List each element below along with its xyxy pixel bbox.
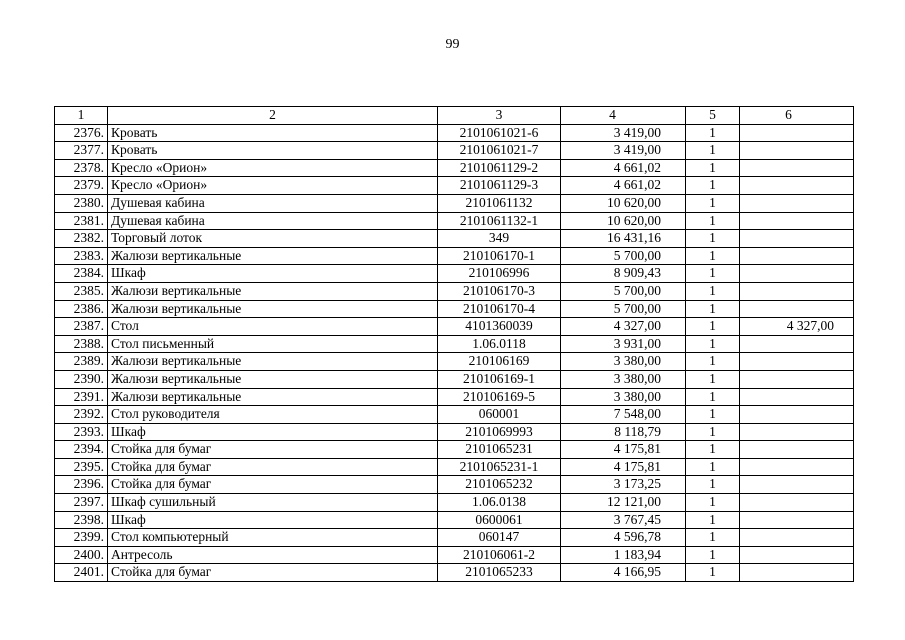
inventory-code-cell: 2101065231	[438, 441, 561, 459]
price-cell: 3 767,45	[561, 511, 686, 529]
quantity-cell: 1	[686, 212, 740, 230]
quantity-cell: 1	[686, 511, 740, 529]
inventory-code-cell: 349	[438, 230, 561, 248]
price-cell: 4 661,02	[561, 177, 686, 195]
price-cell: 3 419,00	[561, 124, 686, 142]
header-col-5: 5	[686, 107, 740, 125]
quantity-cell: 1	[686, 282, 740, 300]
total-cell	[740, 511, 854, 529]
item-name-cell: Стойка для бумаг	[108, 564, 438, 582]
row-number-cell: 2383.	[55, 247, 108, 265]
quantity-cell: 1	[686, 142, 740, 160]
inventory-code-cell: 2101069993	[438, 423, 561, 441]
inventory-code-cell: 2101061021-6	[438, 124, 561, 142]
table-row	[55, 458, 854, 476]
inventory-code-cell: 210106169-1	[438, 370, 561, 388]
row-number-cell: 2381.	[55, 212, 108, 230]
item-name-cell: Жалюзи вертикальные	[108, 247, 438, 265]
price-cell: 3 380,00	[561, 353, 686, 371]
header-col-2: 2	[108, 107, 438, 125]
row-number-cell: 2382.	[55, 230, 108, 248]
row-number-cell: 2397.	[55, 494, 108, 512]
price-cell: 4 175,81	[561, 458, 686, 476]
quantity-cell: 1	[686, 423, 740, 441]
total-cell: 4 327,00	[740, 318, 854, 336]
price-cell: 3 931,00	[561, 335, 686, 353]
quantity-cell: 1	[686, 318, 740, 336]
inventory-code-cell: 060147	[438, 529, 561, 547]
quantity-cell: 1	[686, 247, 740, 265]
item-name-cell: Кровать	[108, 142, 438, 160]
quantity-cell: 1	[686, 388, 740, 406]
table-row	[55, 370, 854, 388]
item-name-cell: Торговый лоток	[108, 230, 438, 248]
inventory-code-cell: 210106170-3	[438, 282, 561, 300]
table-row	[55, 282, 854, 300]
quantity-cell: 1	[686, 335, 740, 353]
total-cell	[740, 142, 854, 160]
table-row	[55, 423, 854, 441]
total-cell	[740, 423, 854, 441]
price-cell: 7 548,00	[561, 406, 686, 424]
table-row	[55, 124, 854, 142]
item-name-cell: Стойка для бумаг	[108, 476, 438, 494]
total-cell	[740, 388, 854, 406]
header-col-6: 6	[740, 107, 854, 125]
item-name-cell: Кресло «Орион»	[108, 177, 438, 195]
inventory-code-cell: 210106169	[438, 353, 561, 371]
quantity-cell: 1	[686, 441, 740, 459]
inventory-code-cell: 210106169-5	[438, 388, 561, 406]
table-row	[55, 335, 854, 353]
quantity-cell: 1	[686, 300, 740, 318]
row-number-cell: 2396.	[55, 476, 108, 494]
table-row	[55, 564, 854, 582]
total-cell	[740, 159, 854, 177]
total-cell	[740, 230, 854, 248]
row-number-cell: 2380.	[55, 194, 108, 212]
item-name-cell: Жалюзи вертикальные	[108, 353, 438, 371]
header-col-3: 3	[438, 107, 561, 125]
price-cell: 4 327,00	[561, 318, 686, 336]
row-number-cell: 2388.	[55, 335, 108, 353]
total-cell	[740, 265, 854, 283]
item-name-cell: Стол компьютерный	[108, 529, 438, 547]
inventory-code-cell: 1.06.0138	[438, 494, 561, 512]
row-number-cell: 2398.	[55, 511, 108, 529]
quantity-cell: 1	[686, 177, 740, 195]
row-number-cell: 2377.	[55, 142, 108, 160]
price-cell: 4 661,02	[561, 159, 686, 177]
price-cell: 16 431,16	[561, 230, 686, 248]
row-number-cell: 2376.	[55, 124, 108, 142]
inventory-code-cell: 210106061-2	[438, 546, 561, 564]
row-number-cell: 2387.	[55, 318, 108, 336]
table-row	[55, 529, 854, 547]
table-row	[55, 441, 854, 459]
item-name-cell: Стойка для бумаг	[108, 458, 438, 476]
total-cell	[740, 370, 854, 388]
row-number-cell: 2386.	[55, 300, 108, 318]
table-row	[55, 247, 854, 265]
item-name-cell: Душевая кабина	[108, 212, 438, 230]
quantity-cell: 1	[686, 564, 740, 582]
total-cell	[740, 546, 854, 564]
total-cell	[740, 494, 854, 512]
table-row	[55, 511, 854, 529]
row-number-cell: 2401.	[55, 564, 108, 582]
table-row	[55, 212, 854, 230]
inventory-code-cell: 4101360039	[438, 318, 561, 336]
quantity-cell: 1	[686, 124, 740, 142]
table-row	[55, 265, 854, 283]
total-cell	[740, 212, 854, 230]
row-number-cell: 2390.	[55, 370, 108, 388]
total-cell	[740, 353, 854, 371]
item-name-cell: Стол	[108, 318, 438, 336]
row-number-cell: 2400.	[55, 546, 108, 564]
inventory-code-cell: 2101065232	[438, 476, 561, 494]
quantity-cell: 1	[686, 230, 740, 248]
price-cell: 4 166,95	[561, 564, 686, 582]
table-row	[55, 300, 854, 318]
price-cell: 4 175,81	[561, 441, 686, 459]
total-cell	[740, 177, 854, 195]
price-cell: 8 909,43	[561, 265, 686, 283]
row-number-cell: 2384.	[55, 265, 108, 283]
page-number: 99	[445, 37, 460, 52]
total-cell	[740, 124, 854, 142]
quantity-cell: 1	[686, 546, 740, 564]
row-number-cell: 2394.	[55, 441, 108, 459]
table-row	[55, 546, 854, 564]
inventory-code-cell: 0600061	[438, 511, 561, 529]
table-body	[55, 124, 854, 581]
total-cell	[740, 247, 854, 265]
price-cell: 3 419,00	[561, 142, 686, 160]
quantity-cell: 1	[686, 406, 740, 424]
inventory-code-cell: 2101061021-7	[438, 142, 561, 160]
price-cell: 1 183,94	[561, 546, 686, 564]
price-cell: 8 118,79	[561, 423, 686, 441]
table-header	[55, 107, 854, 125]
total-cell	[740, 458, 854, 476]
table-row	[55, 406, 854, 424]
inventory-table	[54, 106, 854, 582]
inventory-code-cell: 2101065231-1	[438, 458, 561, 476]
row-number-cell: 2393.	[55, 423, 108, 441]
total-cell	[740, 335, 854, 353]
row-number-cell: 2391.	[55, 388, 108, 406]
price-cell: 3 173,25	[561, 476, 686, 494]
price-cell: 5 700,00	[561, 247, 686, 265]
quantity-cell: 1	[686, 529, 740, 547]
price-cell: 5 700,00	[561, 300, 686, 318]
quantity-cell: 1	[686, 458, 740, 476]
table-row	[55, 353, 854, 371]
total-cell	[740, 406, 854, 424]
row-number-cell: 2378.	[55, 159, 108, 177]
inventory-code-cell: 1.06.0118	[438, 335, 561, 353]
total-cell	[740, 564, 854, 582]
table-row	[55, 142, 854, 160]
table-row	[55, 177, 854, 195]
inventory-code-cell: 2101065233	[438, 564, 561, 582]
item-name-cell: Шкаф	[108, 423, 438, 441]
table-row	[55, 476, 854, 494]
inventory-code-cell: 2101061132-1	[438, 212, 561, 230]
total-cell	[740, 441, 854, 459]
item-name-cell: Жалюзи вертикальные	[108, 282, 438, 300]
inventory-code-cell: 2101061129-3	[438, 177, 561, 195]
quantity-cell: 1	[686, 265, 740, 283]
table-row	[55, 318, 854, 336]
header-col-1: 1	[55, 107, 108, 125]
inventory-code-cell: 210106170-4	[438, 300, 561, 318]
price-cell: 3 380,00	[561, 388, 686, 406]
price-cell: 12 121,00	[561, 494, 686, 512]
inventory-code-cell: 060001	[438, 406, 561, 424]
item-name-cell: Шкаф	[108, 511, 438, 529]
item-name-cell: Кровать	[108, 124, 438, 142]
total-cell	[740, 282, 854, 300]
table-row	[55, 494, 854, 512]
item-name-cell: Жалюзи вертикальные	[108, 370, 438, 388]
item-name-cell: Душевая кабина	[108, 194, 438, 212]
item-name-cell: Шкаф сушильный	[108, 494, 438, 512]
item-name-cell: Стойка для бумаг	[108, 441, 438, 459]
item-name-cell: Жалюзи вертикальные	[108, 300, 438, 318]
quantity-cell: 1	[686, 194, 740, 212]
table-row	[55, 388, 854, 406]
header-col-4: 4	[561, 107, 686, 125]
header-row	[55, 107, 854, 125]
quantity-cell: 1	[686, 494, 740, 512]
total-cell	[740, 529, 854, 547]
item-name-cell: Кресло «Орион»	[108, 159, 438, 177]
price-cell: 3 380,00	[561, 370, 686, 388]
quantity-cell: 1	[686, 159, 740, 177]
item-name-cell: Шкаф	[108, 265, 438, 283]
row-number-cell: 2392.	[55, 406, 108, 424]
price-cell: 4 596,78	[561, 529, 686, 547]
inventory-code-cell: 2101061129-2	[438, 159, 561, 177]
price-cell: 10 620,00	[561, 194, 686, 212]
table-row	[55, 159, 854, 177]
table-row	[55, 194, 854, 212]
price-cell: 5 700,00	[561, 282, 686, 300]
inventory-code-cell: 2101061132	[438, 194, 561, 212]
inventory-code-cell: 210106170-1	[438, 247, 561, 265]
total-cell	[740, 476, 854, 494]
item-name-cell: Стол руководителя	[108, 406, 438, 424]
row-number-cell: 2395.	[55, 458, 108, 476]
item-name-cell: Жалюзи вертикальные	[108, 388, 438, 406]
total-cell	[740, 194, 854, 212]
row-number-cell: 2399.	[55, 529, 108, 547]
quantity-cell: 1	[686, 370, 740, 388]
row-number-cell: 2385.	[55, 282, 108, 300]
inventory-code-cell: 210106996	[438, 265, 561, 283]
total-cell	[740, 300, 854, 318]
price-cell: 10 620,00	[561, 212, 686, 230]
item-name-cell: Антресоль	[108, 546, 438, 564]
table-row	[55, 230, 854, 248]
item-name-cell: Стол письменный	[108, 335, 438, 353]
row-number-cell: 2389.	[55, 353, 108, 371]
quantity-cell: 1	[686, 353, 740, 371]
quantity-cell: 1	[686, 476, 740, 494]
row-number-cell: 2379.	[55, 177, 108, 195]
